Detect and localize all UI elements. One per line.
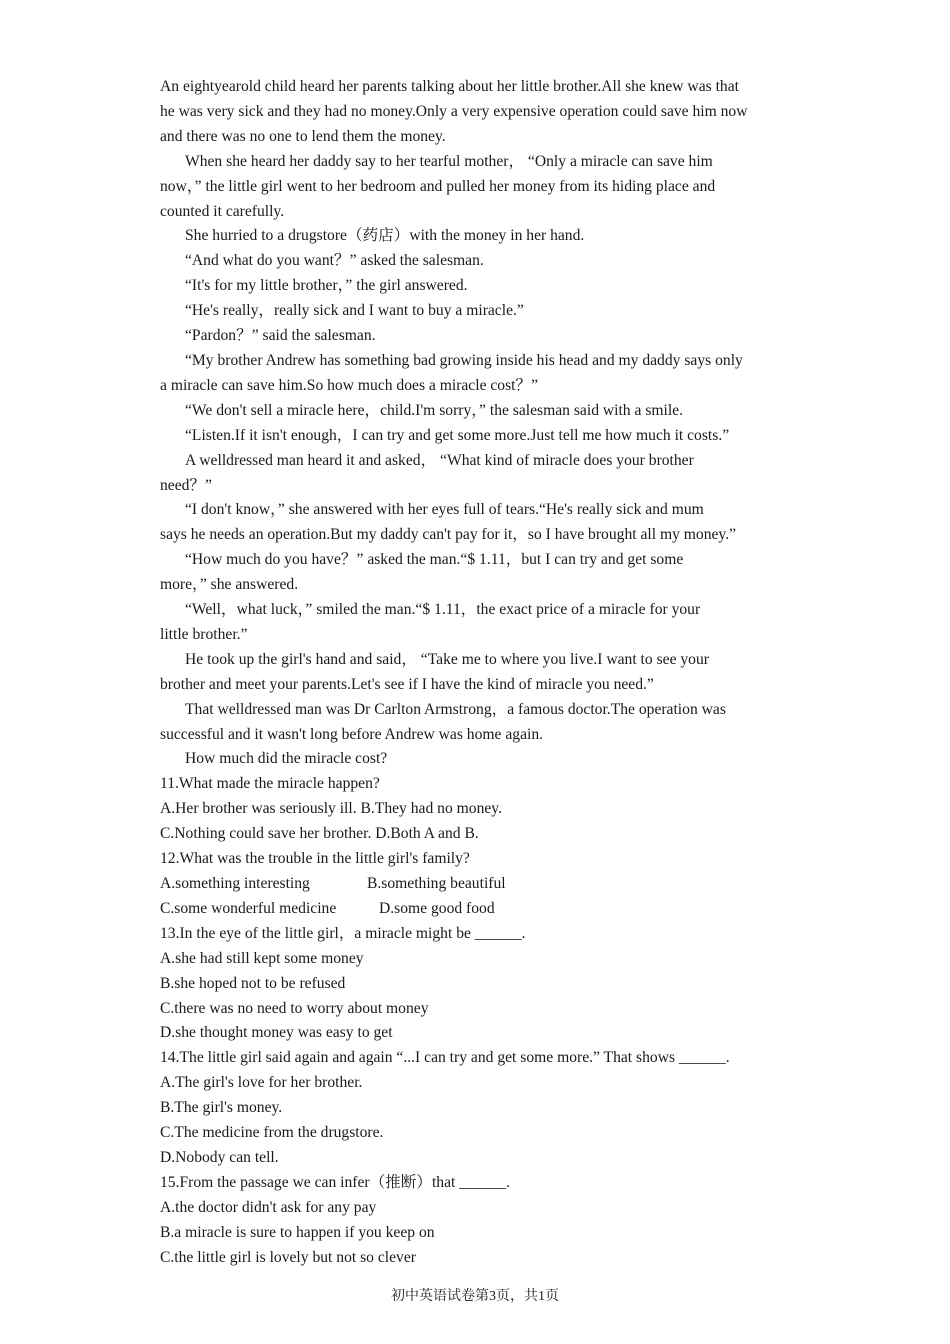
text-line: C.Nothing could save her brother. D.Both A and B. (160, 825, 479, 843)
option-right: D.some good food (379, 899, 495, 917)
text-line: “Pardon？” said the salesman. (185, 327, 376, 345)
text-line: need？” (160, 476, 212, 494)
text-line: He took up the girl's hand and said， “Take me to where you live.I want to see your (185, 650, 709, 668)
text-line: says he needs an operation.But my daddy can't pay for it，so I have brought all my money.” (160, 526, 737, 544)
text-line: “Well，what luck，” smiled the man.“$ 1.11，the exact price of a miracle for your (185, 601, 701, 619)
text-line: When she heard her daddy say to her tearful mother， “Only a miracle can save him (185, 152, 713, 170)
exam-passage (160, 75, 800, 1271)
option-left: C.some wonderful medicine (160, 899, 337, 917)
text-line: 12.What was the trouble in the little girl's family? (160, 850, 470, 868)
text-line: 13.In the eye of the little girl，a miracle might be ______. (160, 924, 526, 942)
text-line: “We don't sell a miracle here，child.I'm sorry，” the salesman said with a smile. (185, 401, 684, 419)
text-line: brother and meet your parents.Let's see if I have the kind of miracle you need.” (160, 675, 654, 693)
text-line: “How much do you have？” asked the man.“$ 1.11，but I can try and get some (185, 551, 684, 569)
text-line: That welldressed man was Dr Carlton Armstrong，a famous doctor.The operation was (185, 700, 726, 718)
text-line: An eightyearold child heard her parents talking about her little brother.All she knew was that (160, 78, 739, 95)
text-line: How much did the miracle cost? (185, 750, 388, 768)
text-line: “My brother Andrew has something bad growing inside his head and my daddy says only (185, 351, 743, 369)
text-line: “I don't know，” she answered with her eyes full of tears.“He's really sick and mum (185, 501, 704, 519)
text-line: little brother.” (160, 625, 248, 643)
text-line: D.she thought money was easy to get (160, 1024, 393, 1042)
text-line: C.the little girl is lovely but not so clever (160, 1248, 416, 1266)
text-line: “Listen.If it isn't enough，I can try and get some more.Just tell me how much it costs.” (185, 426, 730, 444)
text-line: a miracle can save him.So how much does a miracle cost？” (160, 376, 539, 394)
text-line: A.The girl's love for her brother. (160, 1074, 363, 1092)
text-line: he was very sick and they had no money.Only a very expensive operation could save him now (160, 102, 748, 120)
option-left: A.something interesting (160, 875, 310, 892)
text-line: more，” she answered. (160, 576, 299, 594)
text-line: counted it carefully. (160, 202, 285, 220)
text-line (160, 897, 800, 922)
text-line: now，” the little girl went to her bedroom and pulled her money from its hiding place and (160, 177, 716, 195)
text-line (160, 872, 800, 897)
text-line: D.Nobody can tell. (160, 1148, 279, 1166)
text-line: B.she hoped not to be refused (160, 974, 346, 992)
text-line: 15.From the passage we can infer（推断）that ______. (160, 1173, 510, 1191)
page-footer: 初中英语试卷第3页，共1页 (391, 1289, 559, 1304)
text-line: “It's for my little brother，” the girl answered. (185, 277, 468, 295)
text-line: successful and it wasn't long before Andrew was home again. (160, 725, 544, 743)
text-line: C.there was no need to worry about money (160, 999, 429, 1017)
text-line: and there was no one to lend them the money. (160, 127, 446, 145)
text-line: A.she had still kept some money (160, 949, 364, 967)
text-line: A welldressed man heard it and asked， “What kind of miracle does your brother (185, 451, 694, 469)
text-line: A.the doctor didn't ask for any pay (160, 1198, 377, 1216)
text-line: “He's really，really sick and I want to buy a miracle.” (185, 302, 524, 320)
text-line: 14.The little girl said again and again “...I can try and get some more.” That shows ______. (160, 1049, 730, 1067)
text-line: B.a miracle is sure to happen if you keep on (160, 1223, 435, 1241)
option-right: B.something beautiful (367, 875, 506, 892)
text-line: B.The girl's money. (160, 1099, 283, 1117)
text-line: C.The medicine from the drugstore. (160, 1124, 384, 1142)
text-line: A.Her brother was seriously ill. B.They had no money. (160, 800, 502, 818)
text-line: “And what do you want？” asked the salesman. (185, 252, 484, 270)
text-line: She hurried to a drugstore（药店）with the money in her hand. (185, 227, 585, 245)
text-line: 11.What made the miracle happen? (160, 775, 380, 793)
